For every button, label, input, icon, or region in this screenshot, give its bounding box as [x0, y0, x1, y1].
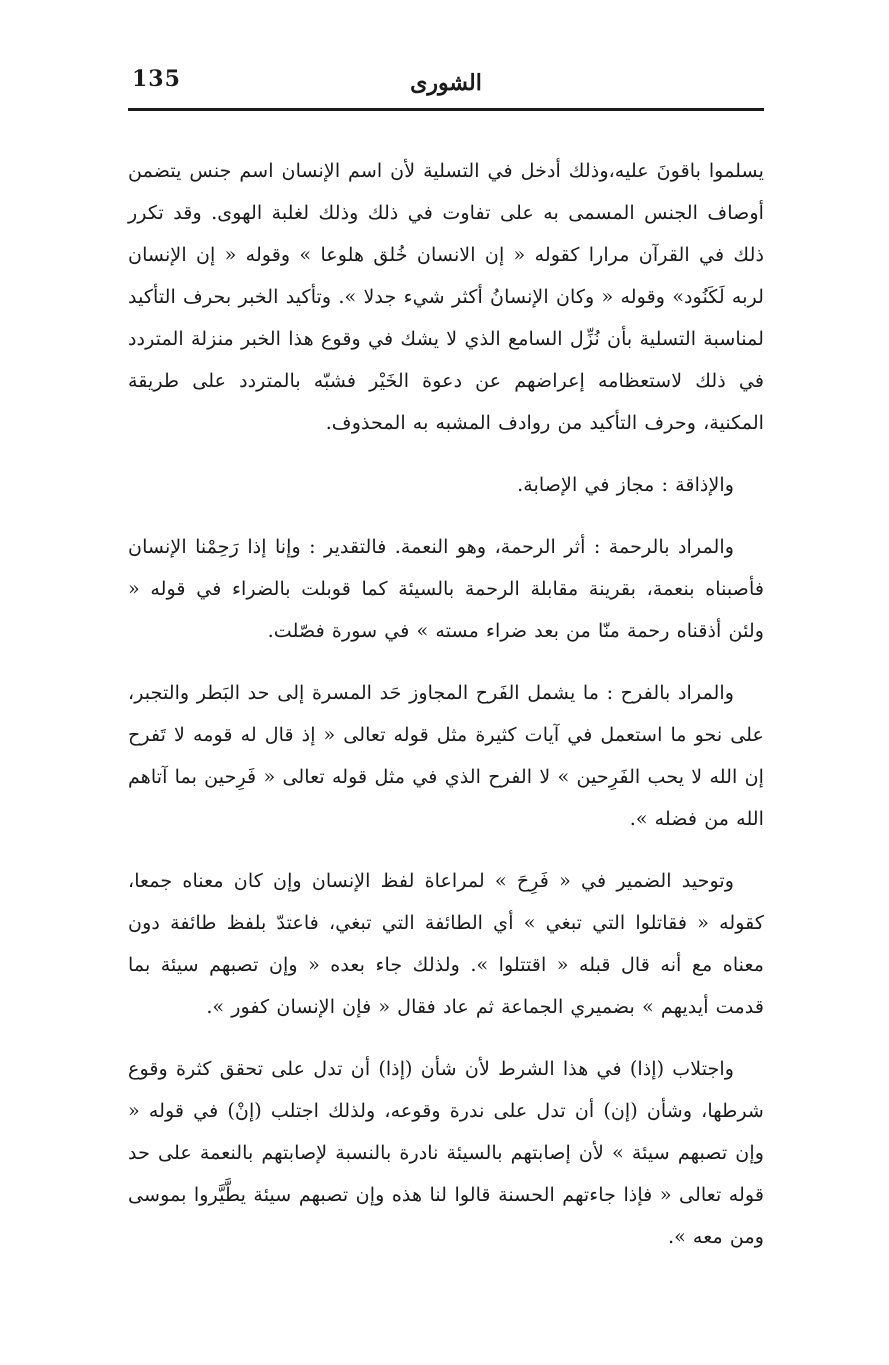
paragraph: يسلموا باقونَ عليه،وذلك أدخل في التسلية لأن اسم الإنسان اسم جنس يتضمن أوصاف الجنس المسمى به على تفاوت في ذلك وذلك لغلبة الهوى. وقد تكرر ذلك في القرآن مرارا كقوله « إن الانسان خُلق هلوعا » وقوله « إن الإنسان لربه لَكَنُود» وقوله « وكان الإنسانُ أكثر شيء جدلا ». وتأكيد الخبر بحرف التأكيد لمناسبة التسلية بأن نُزِّل السامع الذي لا يشك في وقوع هذا الخبر منزلة المتردد في ذلك لاستعظامه إعراضهم عن دعوة الخَيْر فشبّه بالمتردد على طريقة المكنية، وحرف التأكيد من روادف المشبه به المحذوف. — [128, 159, 764, 434]
page-number: 135 — [132, 66, 181, 92]
page-header — [128, 60, 764, 112]
header-divider — [128, 108, 764, 111]
paragraph: والإذاقة : مجاز في الإصابة. — [517, 473, 734, 496]
page-body — [128, 150, 764, 1278]
paragraph: وتوحيد الضمير في « فَرِحَ » لمراعاة لفظ الإنسان وإن كان معناه جمعا، كقوله « فقاتلوا التي تبغي » أي الطائفة التي تبغي، فاعتدّ بلفظ طائفة دون معناه مع أنه قال قبله « اقتتلوا ». ولذلك جاء بعده « وإن تصبهم سيئة بما قدمت أيديهم » بضميري الجماعة ثم عاد فقال « فإن الإنسان كفور ». — [128, 869, 764, 1018]
paragraph: والمراد بالفرح : ما يشمل الفَرح المجاوز حَد المسرة إلى حد البَطر والتجبر، على نحو ما استعمل في آيات كثيرة مثل قوله تعالى « إذ قال له قومه لا تَفرح إن الله لا يحب الفَرِحين » لا الفرح الذي في مثل قوله تعالى « فَرِحين بما آتاهم الله من فضله ». — [128, 681, 764, 830]
paragraph: واجتلاب (إذا) في هذا الشرط لأن شأن (إذا) أن تدل على تحقق كثرة وقوع شرطها، وشأن (إن) أن تدل على ندرة وقوعه، ولذلك اجتلب (إنْ) في قوله « وإن تصبهم سيئة » لأن إصابتهم بالسيئة نادرة بالنسبة لإصابتهم بالنعمة على حد قوله تعالى « فإذا جاءتهم الحسنة قالوا لنا هذه وإن تصبهم سيئة يطَّيَّروا بموسى ومن معه ». — [128, 1057, 764, 1248]
paragraph: والمراد بالرحمة : أثر الرحمة، وهو النعمة. فالتقدير : وإنا إذا رَحِمْنا الإنسان فأصبناه بنعمة، بقرينة مقابلة الرحمة بالسيئة كما قوبلت بالضراء في قوله « ولئن أذقناه رحمة منّا من بعد ضراء مسته » في سورة فصّلت. — [128, 535, 764, 642]
running-title: الشورى — [410, 70, 482, 96]
book-page — [128, 0, 764, 1365]
